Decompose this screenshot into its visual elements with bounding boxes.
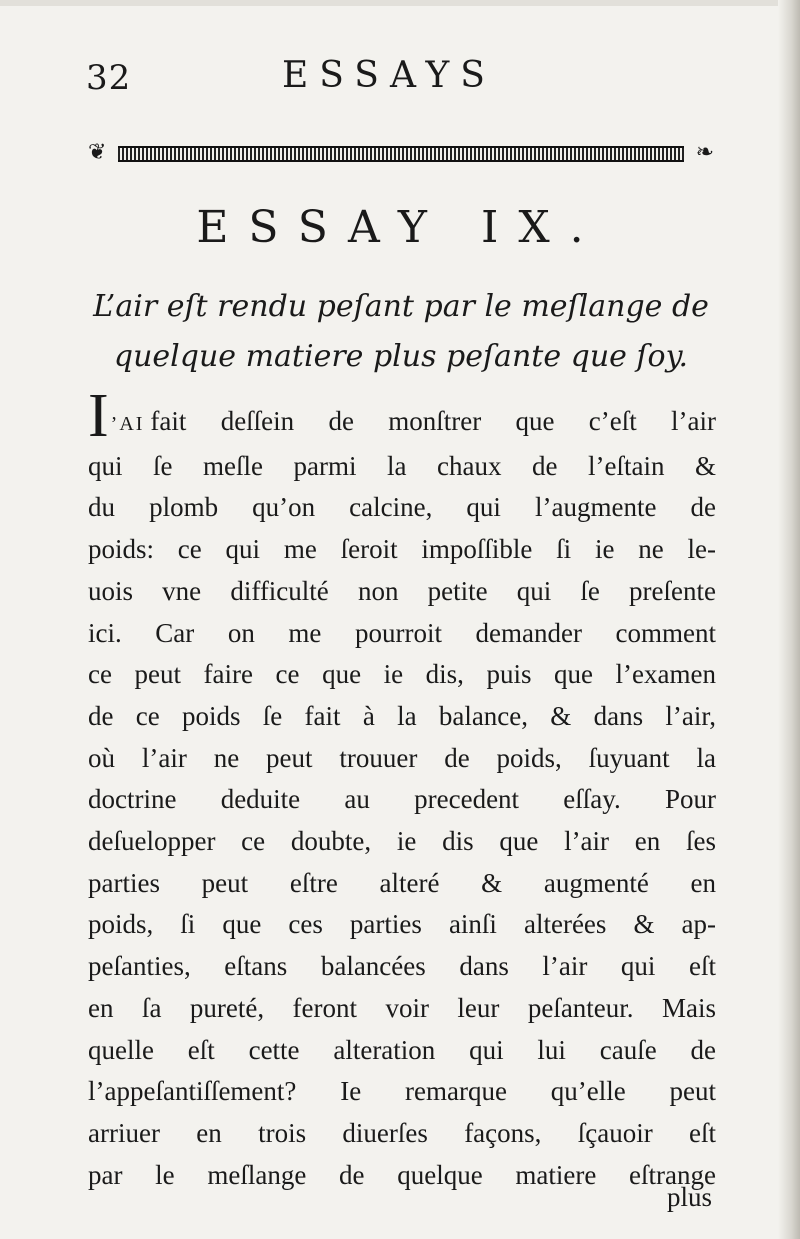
body-line: ici. Car on me pourroit demander comment bbox=[88, 617, 716, 648]
subtitle-line: L’air eſt rendu peſant par le meſlange de bbox=[93, 289, 709, 324]
body-line: qui ſe meſle parmi la chaux de l’eſtain & bbox=[88, 450, 716, 481]
opening-small-caps: ’AI bbox=[110, 413, 145, 435]
body-line: du plomb qu’on calcine, qui l’augmente de bbox=[88, 492, 716, 523]
running-head: ESSAYS bbox=[282, 55, 496, 96]
subtitle-line: quelque matiere plus peſante que ſoy. bbox=[113, 339, 689, 374]
page-gutter-shadow bbox=[778, 0, 800, 1239]
body-text bbox=[88, 382, 716, 1196]
body-line: quelle eſt cette alteration qui lui cauſe de bbox=[88, 1034, 716, 1065]
body-line: poids, ſi que ces parties ainſi alterées & ap- bbox=[88, 909, 716, 940]
body-line: de ce poids ſe fait à la balance, & dans l’air, bbox=[88, 700, 716, 731]
body-line: l’appeſantiſſement? Ie remarque qu’elle peut bbox=[88, 1076, 716, 1107]
catchword: plus bbox=[666, 1182, 712, 1212]
body-line-text: fait deſſein de monſtrer que c’eſt l’air bbox=[150, 406, 716, 436]
page-number: 32 bbox=[86, 58, 132, 98]
body-line: en ſa pureté, feront voir leur peſanteur. Mais bbox=[88, 992, 716, 1023]
body-line: peſanties, eſtans balancées dans l’air qui eſt bbox=[88, 951, 716, 982]
essay-subtitle bbox=[86, 282, 716, 382]
body-line bbox=[88, 382, 716, 450]
ornamental-rule bbox=[88, 138, 714, 168]
flourish-left-icon: ❦ bbox=[88, 140, 107, 165]
body-line: uois vne difficulté non petite qui ſe preſente bbox=[88, 575, 716, 606]
body-line: arriuer en trois diuerſes façons, ſçauoir eſt bbox=[88, 1117, 716, 1148]
drop-cap: I bbox=[88, 382, 109, 450]
ornament-band bbox=[118, 146, 684, 162]
flourish-right-icon: ❧ bbox=[695, 140, 714, 165]
page-top-edge bbox=[0, 0, 800, 6]
body-line: parties peut eſtre alteré & augmenté en bbox=[88, 867, 716, 898]
body-line: deſuelopper ce doubte, ie dis que l’air en ſes bbox=[88, 826, 716, 857]
body-line: où l’air ne peut trouuer de poids, ſuyuant la bbox=[88, 742, 716, 773]
body-line: poids: ce qui me ſeroit impoſſible ſi ie ne le- bbox=[88, 534, 716, 565]
body-line: ce peut faire ce que ie dis, puis que l’examen bbox=[88, 659, 716, 690]
essay-title: ESSAY IX. bbox=[196, 202, 604, 253]
body-line: par le meſlange de quelque matiere eſtrange bbox=[88, 1159, 716, 1190]
body-line: doctrine deduite au precedent eſſay. Pour bbox=[88, 784, 716, 815]
